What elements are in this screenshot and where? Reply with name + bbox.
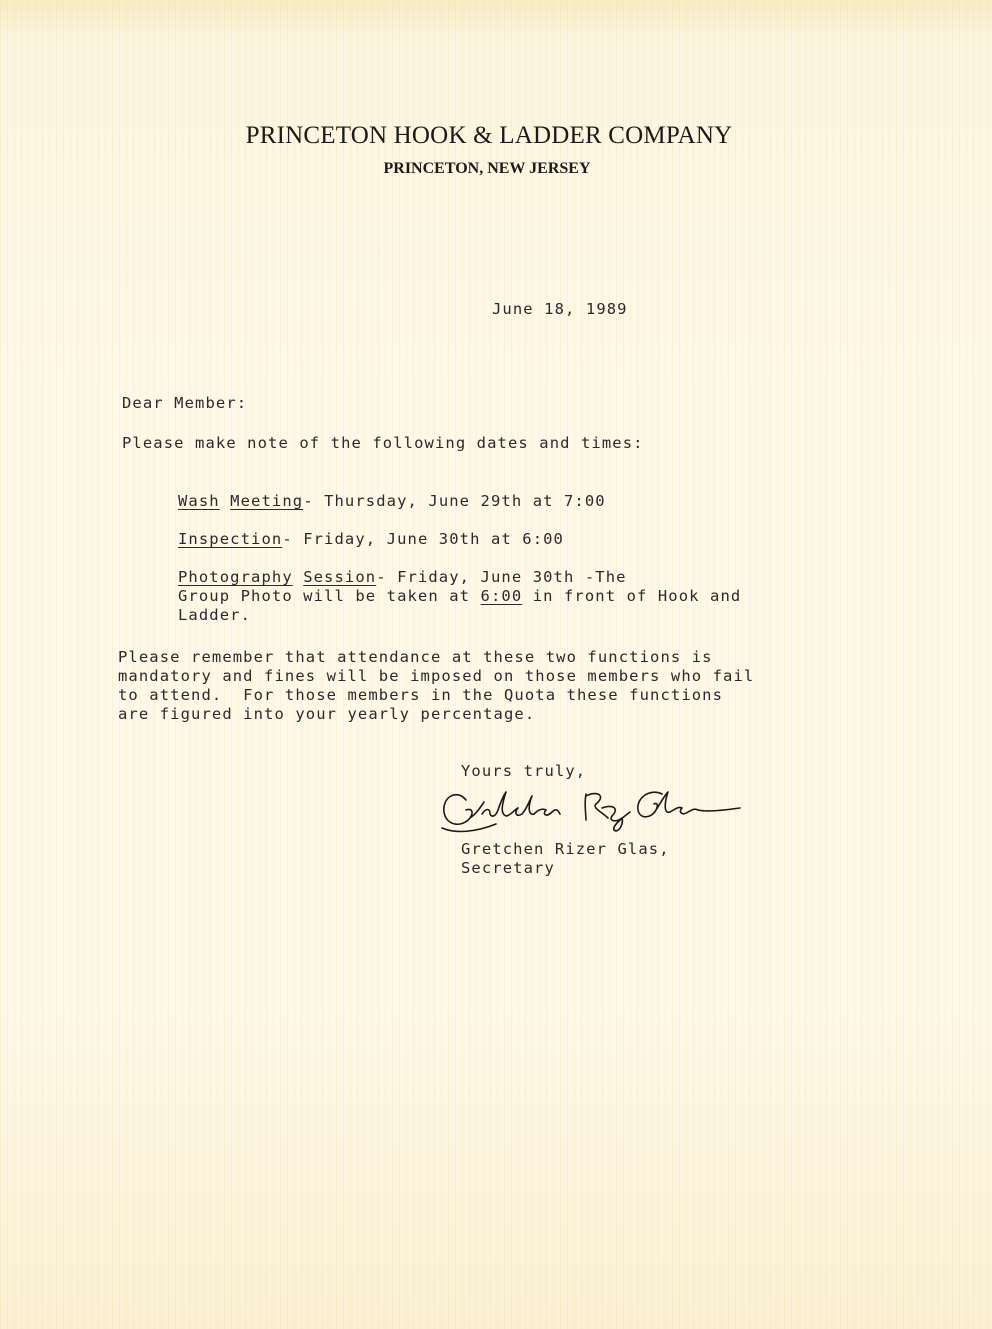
letter-date: June 18, 1989 [492, 300, 628, 318]
event-detail: - Friday, June 30th -The [376, 568, 627, 586]
event-name-word: Wash [178, 492, 220, 510]
paragraph-line: to attend. For those members in the Quota these functions [118, 686, 724, 704]
schedule-item-inspection [178, 530, 564, 549]
event-detail: - Thursday, June 29th at 7:00 [303, 492, 606, 510]
event-name: Inspection [178, 530, 283, 548]
letterhead-location: PRINCETON, NEW JERSEY [383, 160, 591, 177]
event-detail: Ladder. [178, 606, 252, 624]
letterhead-organization: PRINCETON HOOK & LADDER COMPANY [245, 122, 733, 149]
event-detail: in front of Hook and [522, 587, 742, 605]
event-detail: - Friday, June 30th at 6:00 [282, 530, 564, 548]
signer-name: Gretchen Rizer Glas, [461, 840, 670, 858]
salutation: Dear Member: [122, 394, 248, 412]
schedule-item-wash-meeting [178, 492, 606, 511]
closing-paragraph [118, 648, 754, 724]
event-time: 6:00 [480, 587, 523, 605]
event-name-word: Meeting [230, 492, 304, 510]
schedule-item-photography [178, 568, 741, 625]
valediction: Yours truly, [461, 762, 587, 780]
paragraph-line: are figured into your yearly percentage. [118, 705, 536, 723]
handwritten-signature [436, 778, 746, 842]
signer-title: Secretary [461, 859, 555, 877]
event-name-word: Session [303, 568, 377, 586]
paragraph-line: Please remember that attendance at these two functions is [118, 648, 713, 666]
event-detail: Group Photo will be taken at [178, 587, 481, 605]
intro-line: Please make note of the following dates and times: [122, 434, 644, 452]
paragraph-line: mandatory and fines will be imposed on those members who fail [118, 667, 755, 685]
event-name-word: Photography [178, 568, 293, 586]
signer-block [461, 840, 670, 878]
